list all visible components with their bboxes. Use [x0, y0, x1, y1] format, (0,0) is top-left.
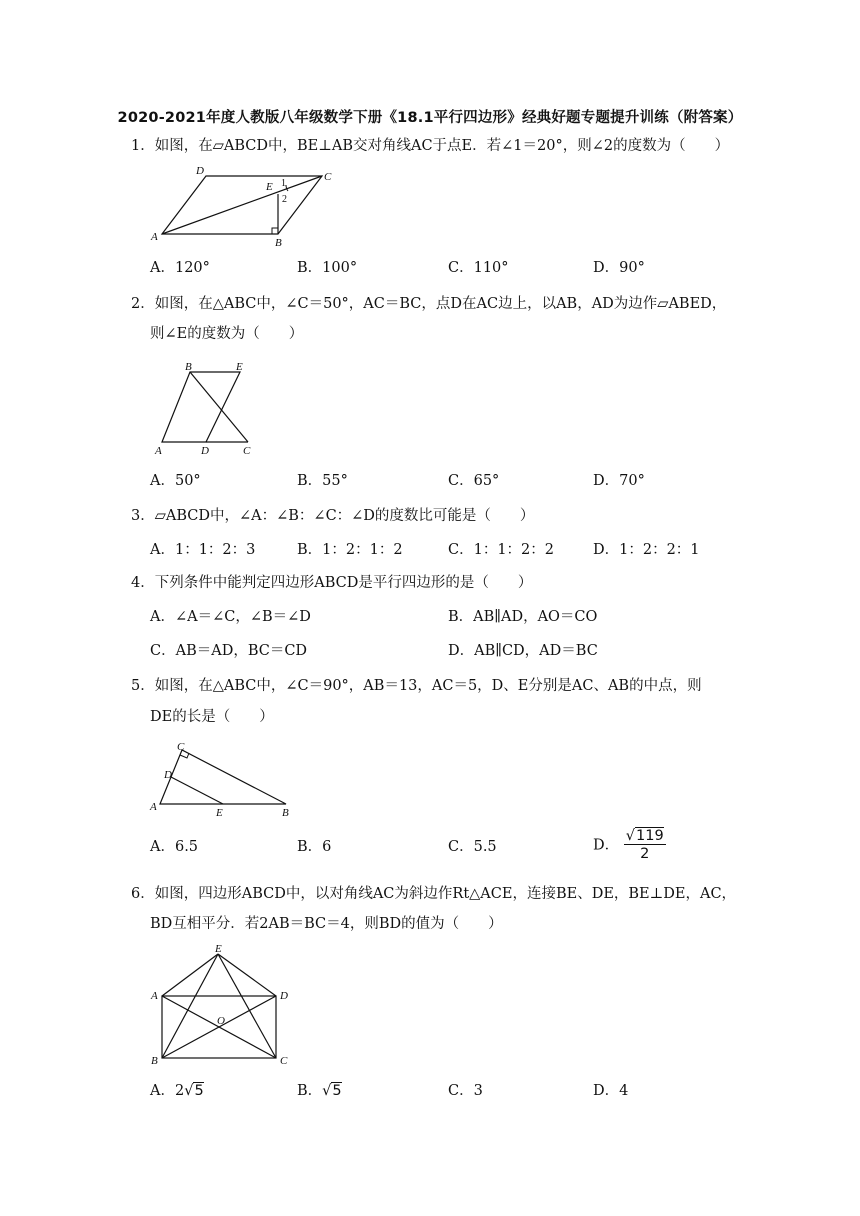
q1-option-a: A．120° — [150, 260, 210, 276]
fig5-label-e: E — [216, 807, 223, 819]
q4-option-a: A．∠A＝∠C，∠B＝∠D — [150, 609, 311, 625]
q2-option-b: B．55° — [297, 473, 348, 489]
fig2-label-a: A — [155, 445, 162, 457]
question-2-stem-line2: 则∠E的度数为（ ） — [150, 326, 304, 342]
question-3-stem: 3．▱ABCD中，∠A：∠B：∠C：∠D的度数比可能是（ ） — [131, 508, 535, 524]
q5-option-d-label: D． — [593, 837, 620, 854]
question-2-stem-line1: 2．如图，在△ABC中，∠C＝50°，AC＝BC，点D在AC边上，以AB，AD为边作▱ABED， — [131, 296, 727, 312]
q6-option-b — [297, 1081, 342, 1101]
fig1-label-c: C — [324, 171, 332, 183]
question-4-stem: 4．下列条件中能判定四边形ABCD是平行四边形的是（ ） — [131, 575, 533, 591]
question-5-stem-line2: DE的长是（ ） — [150, 709, 274, 725]
question-5-stem-line1: 5．如图，在△ABC中，∠C＝90°，AB＝13，AC＝5，D、E分别是AC、AB的中点，则 — [131, 678, 702, 694]
q2-option-d: D．70° — [593, 473, 645, 489]
fig6-label-e: E — [215, 943, 222, 955]
sqrt-5: √5 — [184, 1083, 204, 1099]
radicand-5: 5 — [332, 1083, 342, 1099]
q5-option-b: B．6 — [297, 839, 332, 855]
fig2-label-e: E — [236, 361, 243, 373]
q6-option-a-label: A．2 — [150, 1083, 185, 1099]
radicand-5: 5 — [194, 1083, 204, 1099]
fig6-label-d: D — [280, 990, 288, 1002]
fig1-label-d: D — [196, 165, 204, 177]
q1-option-b: B．100° — [297, 260, 358, 276]
fraction-numerator: √119 — [625, 828, 664, 844]
fig6-label-c: C — [280, 1055, 288, 1067]
fig6-label-a: A — [151, 990, 158, 1002]
q4-option-c: C．AB＝AD，BC＝CD — [150, 643, 308, 659]
q5-option-a: A．6.5 — [150, 839, 199, 855]
question-5-figure — [146, 740, 296, 820]
q6-option-a — [150, 1081, 204, 1101]
radicand-119: 119 — [636, 828, 664, 844]
question-2-figure — [152, 356, 262, 460]
fig1-label-2: 2 — [282, 194, 287, 205]
fig6-label-o: O — [217, 1015, 225, 1027]
q6-option-c: C．3 — [448, 1083, 483, 1099]
question-6-stem-line2: BD互相平分．若2AB＝BC＝4，则BD的值为（ ） — [150, 916, 503, 932]
q3-option-c: C．1：1：2：2 — [448, 542, 554, 558]
fig6-label-b: B — [151, 1055, 158, 1067]
fig5-label-c: C — [177, 741, 185, 753]
question-1-stem: 1．如图，在▱ABCD中，BE⊥AB交对角线AC于点E．若∠1＝20°，则∠2的度数为（ ） — [131, 138, 730, 154]
fig2-label-b: B — [185, 361, 192, 373]
fig2-label-c: C — [243, 445, 251, 457]
q4-option-b: B．AB∥AD，AO＝CO — [448, 609, 598, 625]
q2-option-a: A．50° — [150, 473, 201, 489]
fig1-label-e: E — [266, 181, 273, 193]
question-6-stem-line1: 6．如图，四边形ABCD中，以对角线AC为斜边作Rt△ACE，连接BE、DE，BE⊥DE，AC， — [131, 886, 737, 902]
q5-option-c: C．5.5 — [448, 839, 497, 855]
q4-option-d: D．AB∥CD，AD＝BC — [448, 643, 598, 659]
fig1-label-b: B — [275, 237, 282, 249]
fig5-label-d: D — [164, 769, 172, 781]
sqrt-5: √5 — [322, 1083, 342, 1099]
fraction-denominator: 2 — [640, 846, 650, 862]
fig5-label-a: A — [150, 801, 157, 813]
q3-option-d: D．1：2：2：1 — [593, 542, 700, 558]
q1-option-d: D．90° — [593, 260, 645, 276]
question-6-figure — [146, 940, 296, 1068]
fig2-label-d: D — [201, 445, 209, 457]
q3-option-a: A．1：1：2：3 — [150, 542, 256, 558]
question-1-figure — [148, 160, 338, 250]
q6-option-b-label: B． — [297, 1083, 323, 1099]
q3-option-b: B．1：2：1：2 — [297, 542, 403, 558]
q6-option-d: D．4 — [593, 1083, 629, 1099]
sqrt-119-over-2 — [624, 828, 666, 863]
q5-option-d — [593, 828, 666, 863]
fig1-label-1: 1 — [281, 178, 286, 189]
q1-option-c: C．110° — [448, 260, 509, 276]
q2-option-c: C．65° — [448, 473, 500, 489]
fig5-label-b: B — [282, 807, 289, 819]
document-title: 2020-2021年度人教版八年级数学下册《18.1平行四边形》经典好题专题提升训练（附答案） — [117, 110, 743, 126]
fig1-label-a: A — [151, 231, 158, 243]
